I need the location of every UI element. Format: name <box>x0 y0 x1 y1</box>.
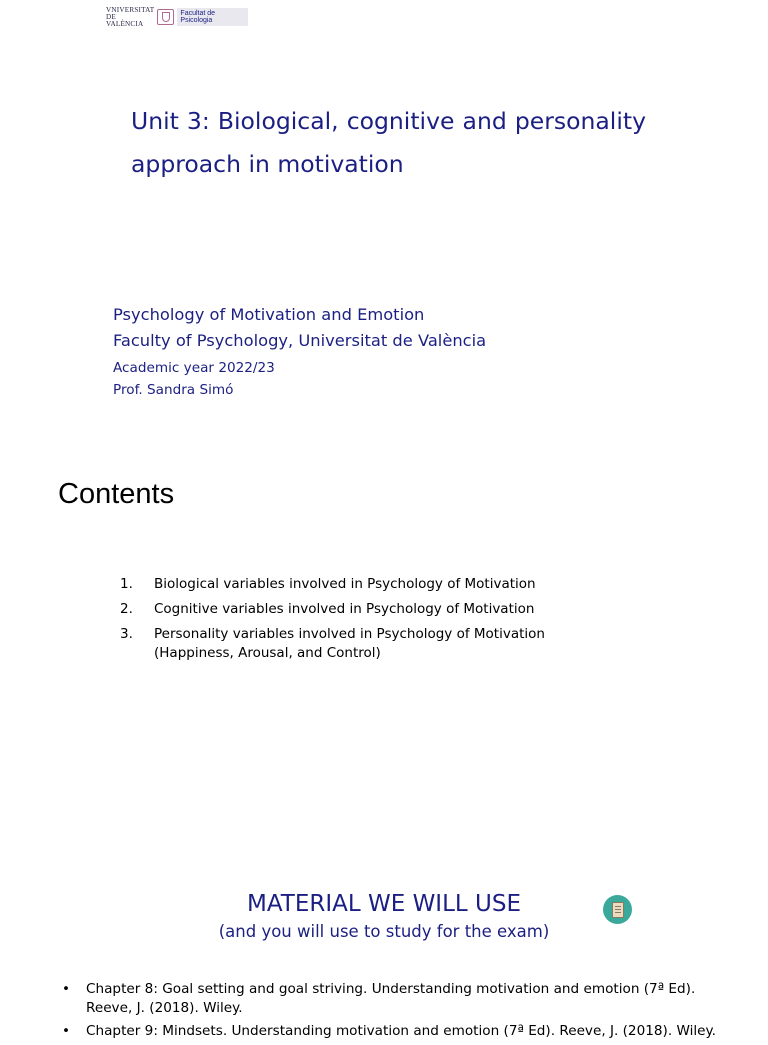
list-item-text: Biological variables involved in Psychology of Motivation <box>154 576 536 592</box>
course-info <box>113 302 486 354</box>
academic-year: Academic year 2022/23 <box>113 360 275 376</box>
reference-list <box>62 980 727 1045</box>
page-title <box>131 100 646 186</box>
material-heading: MATERIAL WE WILL USE <box>246 891 521 917</box>
reference-text: Chapter 8: Goal setting and goal striving. Understanding motivation and emotion (7ª Ed). Reeve, J. (2018). Wiley. <box>86 981 696 1016</box>
reference-text: Chapter 9: Mindsets. Understanding motivation and emotion (7ª Ed). Reeve, J. (2018). Wiley. <box>86 1023 716 1039</box>
seal-icon <box>157 9 174 25</box>
list-item-number: 3. <box>120 626 133 642</box>
book-icon <box>603 895 632 924</box>
list-item-text: Cognitive variables involved in Psychology of Motivation <box>154 601 535 617</box>
faculty-logo-text: Facultat de Psicologia <box>177 8 248 26</box>
list-item <box>62 1022 727 1041</box>
university-logo-text: VNIVERSITAT DE VALÈNCIA <box>106 5 155 28</box>
page-icon <box>612 902 624 918</box>
title-line-1: Unit 3: Biological, cognitive and personality <box>131 107 646 135</box>
list-item <box>120 575 620 594</box>
university-logo <box>106 5 248 28</box>
material-subheading: (and you will use to study for the exam) <box>218 922 550 941</box>
list-item <box>62 980 727 1018</box>
bullet: • <box>62 981 71 997</box>
contents-list <box>120 575 620 669</box>
contents-heading: Contents <box>58 478 175 510</box>
course-faculty: Faculty of Psychology, Universitat de València <box>113 331 487 350</box>
list-item <box>120 625 620 663</box>
course-name: Psychology of Motivation and Emotion <box>113 305 425 324</box>
list-item-text: Personality variables involved in Psychology of Motivation (Happiness, Arousal, and Control) <box>154 626 545 661</box>
course-meta <box>113 357 275 401</box>
list-item <box>120 600 620 619</box>
bullet: • <box>62 1023 71 1039</box>
professor-name: Prof. Sandra Simó <box>113 382 234 398</box>
list-item-number: 2. <box>120 601 133 617</box>
list-item-number: 1. <box>120 576 133 592</box>
title-line-2: approach in motivation <box>131 150 404 178</box>
